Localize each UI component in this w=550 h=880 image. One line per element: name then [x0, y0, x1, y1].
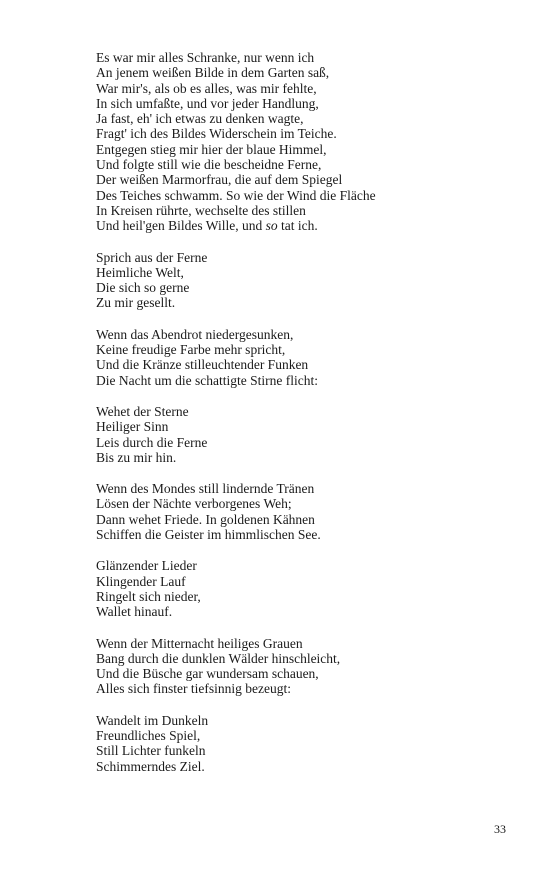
poem-line: Es war mir alles Schranke, nur wenn ich [96, 50, 315, 65]
poem-line: Wenn das Abendrot niedergesunken, [96, 326, 294, 342]
poem-text [96, 50, 506, 790]
poem-line: In Kreisen rührte, wechselte des stillen [96, 202, 306, 218]
poem-line: Wenn des Mondes still lindernde Tränen [96, 481, 315, 497]
poem-line: Ja fast, eh' ich etwas zu denken wagte, [96, 111, 304, 127]
stanza-4 [96, 404, 506, 465]
poem-line: Bang durch die dunklen Wälder hinschleicht, [96, 650, 341, 666]
poem-line: Der weißen Marmorfrau, die auf dem Spiegel [96, 172, 343, 188]
page-number: 33 [494, 822, 506, 836]
poem-line: Lösen der Nächte verborgenes Weh; [96, 496, 292, 512]
poem-line: Leis durch die Ferne [96, 434, 208, 450]
poem-line: Sprich aus der Ferne [96, 249, 208, 265]
poem-line: Die sich so gerne [96, 280, 190, 296]
stanza-5 [96, 481, 506, 542]
poem-line: Dann wehet Friede. In goldenen Kähnen [96, 511, 315, 527]
emphasized-word: so [265, 218, 278, 234]
poem-line: In sich umfaßte, und vor jeder Handlung, [96, 95, 319, 111]
poem-line: Keine freudige Farbe mehr spricht, [96, 342, 286, 358]
poem-line: Die Nacht um die schattigte Stirne flicht: [96, 372, 318, 388]
poem-line: Fragt' ich des Bildes Widerschein im Teiche. [96, 126, 337, 142]
poem-line-text: tat ich. [277, 218, 318, 234]
stanza-8 [96, 713, 506, 774]
poem-line: Schimmerndes Ziel. [96, 758, 205, 774]
poem-line: Alles sich finster tiefsinnig bezeugt: [96, 681, 291, 697]
poem-line: Wandelt im Dunkeln [96, 712, 209, 728]
poem-line: Wallet hinauf. [96, 604, 173, 620]
poem-line: Klingender Lauf [96, 573, 186, 589]
poem-line: Ringelt sich nieder, [96, 588, 201, 604]
poem-line: An jenem weißen Bilde in dem Garten saß, [96, 65, 330, 81]
poem-line: Heiliger Sinn [96, 419, 169, 435]
poem-line: Heimliche Welt, [96, 264, 184, 280]
poem-line: Und folgte still wie die bescheidne Ferne, [96, 157, 322, 173]
stanza-3 [96, 327, 506, 388]
poem-line: War mir's, als ob es alles, was mir fehlte, [96, 80, 317, 96]
stanza-7 [96, 636, 506, 697]
poem-line: Bis zu mir hin. [96, 449, 177, 465]
poem-line: Und die Kränze stilleuchtender Funken [96, 357, 309, 373]
poem-line: Entgegen stieg mir hier der blaue Himmel, [96, 141, 327, 157]
poem-line: Wenn der Mitternacht heiliges Grauen [96, 635, 303, 651]
poem-line: Wehet der Sterne [96, 403, 189, 419]
poem-line: Still Lichter funkeln [96, 743, 206, 759]
poem-line: Freundliches Spiel, [96, 727, 201, 743]
poem-line-text: Und heil'gen Bildes Wille, und [96, 218, 266, 234]
poem-line: Und die Büsche gar wundersam schauen, [96, 666, 319, 682]
stanza-1 [96, 50, 506, 234]
poem-line: Schiffen die Geister im himmlischen See. [96, 527, 321, 543]
stanza-2 [96, 250, 506, 311]
poem-line [96, 218, 506, 233]
poem-line: Glänzender Lieder [96, 558, 197, 574]
poem-line: Zu mir gesellt. [96, 295, 176, 311]
poem-line: Des Teiches schwamm. So wie der Wind die Fläche [96, 187, 376, 203]
stanza-6 [96, 558, 506, 619]
